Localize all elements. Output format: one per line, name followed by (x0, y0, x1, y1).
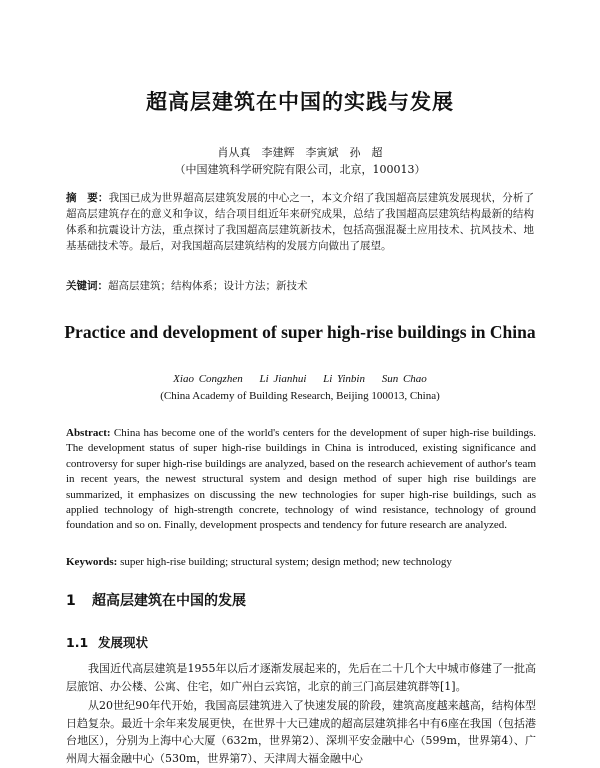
affiliation-en: (China Academy of Building Research, Beijing 100013, China) (160, 390, 440, 402)
keywords-en-text: super high-rise building; structural system; design method; new technology (117, 556, 452, 568)
body-paragraph: 我国近代高层建筑是1955年以后才逐渐发展起来的，先后在二十几个大中城市修建了一批高层旅馆、办公楼、公寓、住宅，如广州白云宾馆，北京的前三门高层建筑群等[1]。 (66, 662, 536, 693)
abstract-cn-text: 我国已成为世界超高层建筑发展的中心之一，本文介绍了我国超高层建筑发展现状，分析了超高层建筑存在的意义和争议，结合项目组近年来研究成果，总结了我国超高层建筑结构最新的结构体系和抗震设计方法，重点探讨了我国超高层建筑新技术，包括高强混凝土应用技术、抗风技术、地基基础技术等。最后，对我国超高层建筑结构的发展方向做出了展望。 (66, 192, 535, 252)
keywords-en (66, 556, 536, 568)
section-title: 超高层建筑在中国的发展 (92, 593, 246, 609)
author-en: Sun Chao (381, 373, 427, 385)
affiliation-cn: （中国建筑科学研究院有限公司，北京，100013） (174, 163, 426, 176)
authors-en (0, 373, 600, 385)
author-en: Li Yinbin (323, 373, 365, 385)
paper-title-cn: 超高层建筑在中国的实践与发展 (146, 90, 454, 114)
section-number: 1 (66, 593, 76, 609)
keywords-cn-label: 关键词： (66, 280, 108, 292)
paper-title-en: Practice and development of super high-rise buildings in China (64, 322, 536, 342)
subsection-title: 发展现状 (98, 635, 149, 650)
author-en: Xiao Congzhen (173, 373, 243, 385)
abstract-cn (66, 190, 534, 254)
abstract-en (66, 426, 536, 534)
keywords-en-label: Keywords: (66, 556, 118, 568)
author-en: Li Jianhui (259, 373, 307, 385)
subsection-number: 1.1 (66, 635, 89, 650)
authors-cn: 肖从真 李建辉 李寅斌 孙 超 (217, 146, 383, 159)
section-heading (66, 590, 246, 610)
keywords-cn-text: 超高层建筑；结构体系；设计方法；新技术 (108, 280, 308, 292)
body-paragraph: 从20世纪90年代开始，我国高层建筑进入了快速发展的阶段，建筑高度越来越高，结构体型日趋复杂。最近十余年来发展更快，在世界十大已建成的超高层建筑排名中有6座在我国（包括港台地区），分别为上海中心大厦（632m，世界第2）、深圳平安金融中心（599m，世界第4）、广州周大福金融中心（530m，世界第7）、天津周大福金融中心 (66, 699, 536, 765)
abstract-cn-label: 摘 要： (66, 192, 109, 204)
abstract-en-text: China has become one of the world's centers for the development of super high-rise buildings. The development status of super high-rise buildings in China is introduced, existing significance and controversy for super high-rise buildings are analyzed, based on the research achievement of author's team in recent years, the newest structural system and design method of super high rise buildings are summarized, it emphasizes on discussing the new technologies for super high-rise buildings, such as applied technology of high-strength concrete, technology of wind resistance, technology of ground foundation and so on. Finally, development prospects and tendency for future research are analyzed. (66, 427, 536, 532)
subsection-heading (66, 633, 148, 651)
keywords-cn (66, 278, 534, 293)
abstract-en-label: Abstract: (66, 427, 111, 439)
